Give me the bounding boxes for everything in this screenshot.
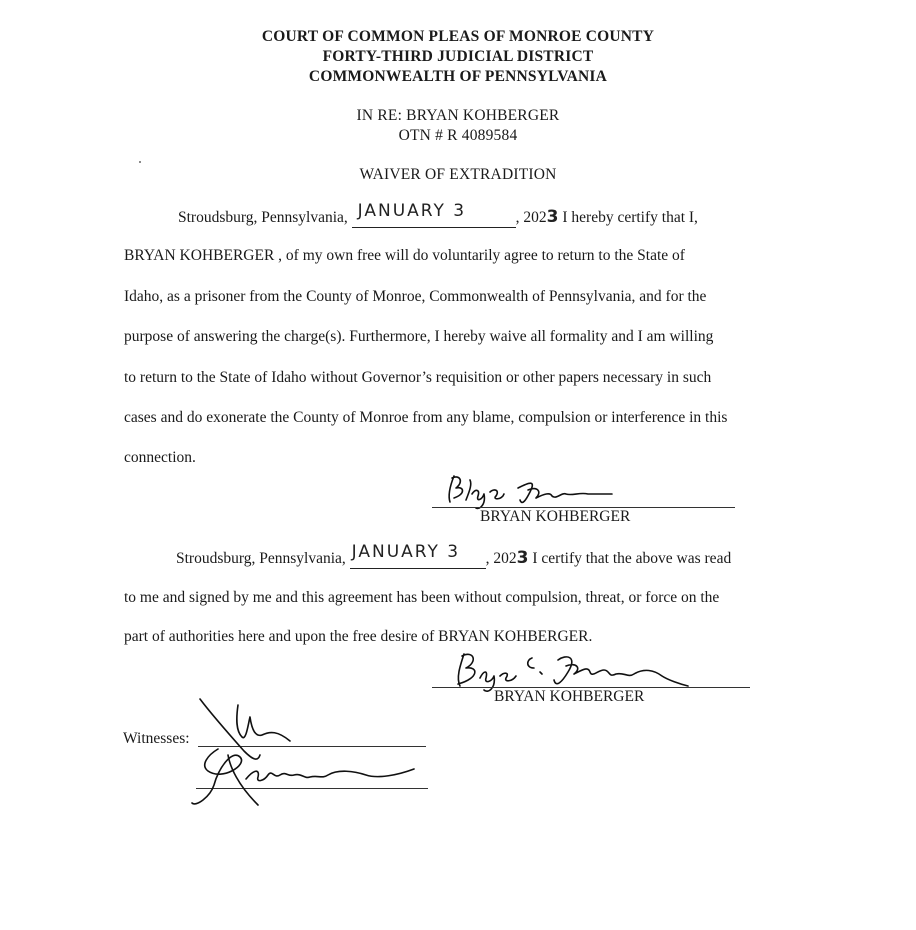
witnesses-label: Witnesses:: [123, 730, 190, 747]
paragraph1-first-line: [178, 201, 698, 228]
document-title: WAIVER OF EXTRADITION: [359, 166, 557, 183]
handwritten-date: JANUARY 3: [351, 542, 461, 562]
handwritten-date: JANUARY 3: [357, 201, 467, 221]
paragraph1-line: cases and do exonerate the County of Monroe from any blame, compulsion or interference in this: [124, 409, 728, 426]
after-date-text: I hereby certify that I,: [558, 209, 698, 226]
otn-number: OTN # R 4089584: [398, 127, 518, 144]
in-re: IN RE: BRYAN KOHBERGER: [356, 107, 560, 124]
paragraph1-line: Idaho, as a prisoner from the County of Monroe, Commonwealth of Pennsylvania, and for the: [124, 288, 707, 305]
handwritten-year-digit: 3: [516, 548, 529, 568]
paragraph2-line: to me and signed by me and this agreement has been without compulsion, threat, or force on the: [124, 589, 720, 606]
paragraph2-first-line: [176, 542, 732, 569]
paragraph1-line: connection.: [124, 449, 196, 466]
paragraph1-line: purpose of answering the charge(s). Furthermore, I hereby waive all formality and I am willing: [124, 328, 714, 345]
handwritten-year-digit: 3: [546, 207, 559, 227]
location-text: Stroudsburg, Pennsylvania,: [178, 209, 348, 226]
signature-1: [440, 470, 630, 510]
date-blank: [350, 542, 486, 569]
location-text: Stroudsburg, Pennsylvania,: [176, 550, 346, 567]
after-date-text: I certify that the above was read: [528, 550, 732, 567]
speck: [139, 161, 141, 163]
year-prefix: , 202: [515, 209, 547, 226]
signature-2-name: BRYAN KOHBERGER: [494, 688, 645, 705]
paragraph2-line: part of authorities here and upon the free desire of BRYAN KOHBERGER.: [124, 628, 593, 645]
year-prefix: , 202: [485, 550, 517, 567]
date-blank: [352, 201, 516, 228]
signature-1-name: BRYAN KOHBERGER: [480, 508, 631, 525]
paragraph1-line: to return to the State of Idaho without Governor’s requisition or other papers necessary in such: [124, 369, 712, 386]
paragraph1-line: BRYAN KOHBERGER , of my own free will do voluntarily agree to return to the State of: [124, 247, 685, 264]
judicial-district: FORTY-THIRD JUDICIAL DISTRICT: [322, 48, 594, 65]
court-name: COURT OF COMMON PLEAS OF MONROE COUNTY: [261, 28, 655, 45]
commonwealth: COMMONWEALTH OF PENNSYLVANIA: [308, 68, 608, 85]
witness-2-signature: [188, 745, 428, 815]
